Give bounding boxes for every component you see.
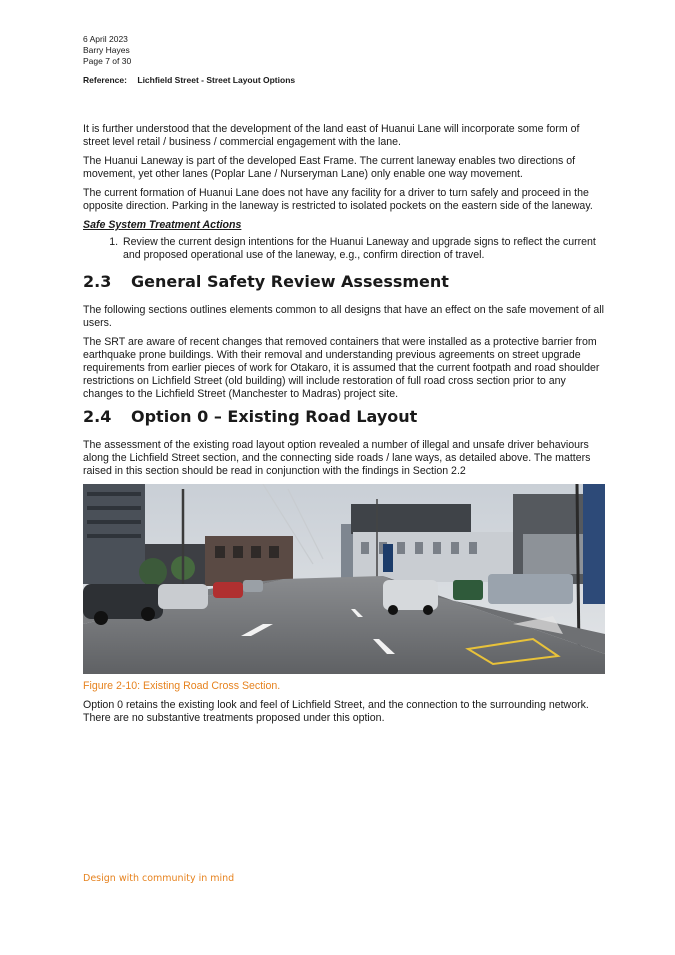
footer-tagline: Design with community in mind bbox=[83, 873, 235, 884]
street-photo bbox=[83, 484, 605, 674]
paragraph: The Huanui Laneway is part of the developed East Frame. The current laneway enables two directions of movement, yet other lanes (Poplar Lane / Nurseryman Lane) only enable one way movement. bbox=[83, 155, 576, 180]
paragraph: The SRT are aware of recent changes that removed containers that were installed as a protective barrier from earthquake prone buildings. With their removal and understanding previous agreements on street upgrade requirements from earlier pieces of work for Otakaro, it is assumed that the current footpath and road shoulder restrictions on Lichfield Street (old building) will include restoration of full road cross section prior to any changes to the Lichfield Street (Manchester to Madras) project site. bbox=[83, 336, 600, 400]
header-date: 6 April 2023 bbox=[83, 34, 128, 44]
document-header bbox=[83, 34, 131, 67]
paragraph: It is further understood that the development of the land east of Huanui Lane will incorporate some form of street level retail / business / commercial engagement with the lane. bbox=[83, 123, 580, 148]
section-heading-2-3 bbox=[83, 272, 605, 292]
paragraph: The following sections outlines elements common to all designs that have an effect on the safe movement of all users. bbox=[83, 304, 604, 329]
section-heading-2-4 bbox=[83, 407, 605, 427]
figure-caption: Figure 2-10: Existing Road Cross Section. bbox=[83, 680, 281, 692]
header-author: Barry Hayes bbox=[83, 45, 130, 55]
subheading: Safe System Treatment Actions bbox=[83, 219, 242, 231]
section-title: Option 0 – Existing Road Layout bbox=[131, 407, 418, 426]
paragraph: The assessment of the existing road layout option revealed a number of illegal and unsafe driver behaviours along the Lichfield Street section, and the connecting side roads / lane ways, as detailed above. The matters raised in this section should be read in conjunction with the findings in Section 2.2 bbox=[83, 439, 591, 477]
list-item: 1. Review the current design intentions for the Huanui Laneway and upgrade signs to reflect the current and proposed operational use of the laneway, e.g., confirm direction of travel. bbox=[121, 236, 605, 262]
section-number: 2.4 bbox=[83, 407, 112, 426]
main-content bbox=[83, 123, 605, 731]
reference-value: Lichfield Street - Street Layout Options bbox=[137, 75, 296, 85]
paragraph: The current formation of Huanui Lane does not have any facility for a driver to turn safely and proceed in the opposite direction. Parking in the laneway is restricted to isolated pockets on the eastern side of the laneway. bbox=[83, 187, 593, 212]
section-title: General Safety Review Assessment bbox=[131, 272, 449, 291]
actions-list bbox=[83, 236, 605, 262]
reference-label: Reference: bbox=[83, 75, 127, 85]
paragraph: Option 0 retains the existing look and feel of Lichfield Street, and the connection to the surrounding network. There are no substantive treatments proposed under this option. bbox=[83, 699, 589, 724]
reference-line bbox=[83, 75, 295, 85]
header-page: Page 7 of 30 bbox=[83, 56, 132, 66]
section-number: 2.3 bbox=[83, 272, 112, 291]
